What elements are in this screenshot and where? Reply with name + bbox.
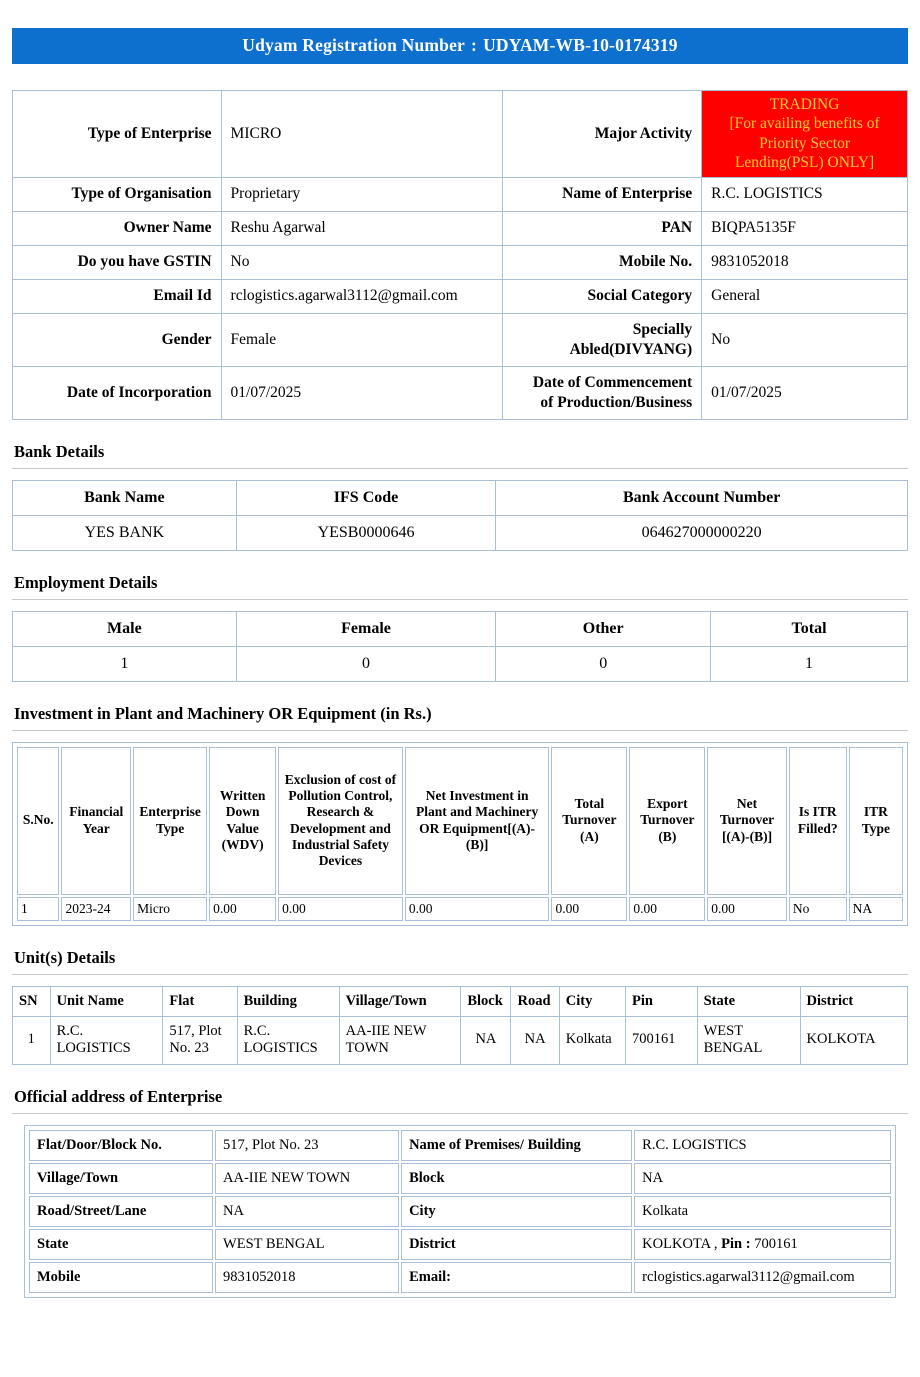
- table-row: [13, 366, 908, 419]
- official-address-heading: Official address of Enterprise: [14, 1086, 223, 1106]
- column-header-total-turnover: Total Turnover (A): [551, 747, 627, 895]
- table-row: [13, 313, 908, 366]
- bank-details-table: [12, 480, 908, 551]
- value-block: NA: [634, 1163, 891, 1194]
- column-header-written-down-value: Written Down Value (WDV): [209, 747, 276, 895]
- major-activity-line-1: TRADING: [769, 96, 840, 113]
- column-header-itr-type: ITR Type: [849, 747, 903, 895]
- value-name-of-enterprise: R.C. LOGISTICS: [702, 177, 908, 211]
- value-flat: 517, Plot No. 23: [163, 1016, 237, 1064]
- column-header-sno: S.No.: [17, 747, 59, 895]
- label-block: Block: [401, 1163, 632, 1194]
- value-male: 1: [13, 646, 237, 681]
- column-header-block: Block: [461, 986, 511, 1016]
- value-city: Kolkata: [559, 1016, 625, 1064]
- banner-separator: :: [471, 35, 478, 55]
- value-sno: 1: [17, 897, 59, 921]
- official-address-wrapper: [12, 1125, 908, 1298]
- table-row: [17, 897, 903, 921]
- value-pin: 700161: [754, 1235, 798, 1252]
- label-pan: PAN: [503, 211, 702, 245]
- table-row: [13, 646, 908, 681]
- table-row: [13, 211, 908, 245]
- banner-title: Udyam Registration Number: [242, 35, 466, 55]
- employment-details-table: [12, 611, 908, 682]
- table-row: [13, 1016, 908, 1064]
- label-gstin: Do you have GSTIN: [13, 245, 222, 279]
- label-road-street-lane: Road/Street/Lane: [29, 1196, 213, 1227]
- label-major-activity: Major Activity: [503, 91, 702, 178]
- label-social-category: Social Category: [503, 279, 702, 313]
- district-name: KOLKOTA ,: [642, 1235, 718, 1252]
- official-address-table: [24, 1125, 896, 1298]
- value-bank-account-number: 064627000000220: [496, 515, 908, 550]
- value-sn: 1: [13, 1016, 51, 1064]
- value-district: KOLKOTA: [800, 1016, 907, 1064]
- column-header-bank-account-number: Bank Account Number: [496, 480, 908, 515]
- column-header-financial-year: Financial Year: [61, 747, 131, 895]
- table-row: [13, 177, 908, 211]
- value-net-turnover: 0.00: [707, 897, 787, 921]
- table-row: [29, 1163, 891, 1194]
- value-name-of-premises: R.C. LOGISTICS: [634, 1130, 891, 1161]
- value-type-of-enterprise: MICRO: [221, 91, 503, 178]
- value-is-itr-filled: No: [789, 897, 847, 921]
- value-social-category: General: [702, 279, 908, 313]
- banner-registration-number: UDYAM-WB-10-0174319: [483, 35, 678, 55]
- table-header-row: [13, 611, 908, 646]
- label-email-id: Email Id: [13, 279, 222, 313]
- label-specially-abled: [503, 313, 702, 366]
- value-total-turnover: 0.00: [551, 897, 627, 921]
- value-state: WEST BENGAL: [215, 1229, 399, 1260]
- enterprise-details-table: [12, 90, 908, 420]
- column-header-export-turnover: Export Turnover (B): [629, 747, 705, 895]
- value-email-id: rclogistics.agarwal3112@gmail.com: [221, 279, 503, 313]
- value-type-of-organisation: Proprietary: [221, 177, 503, 211]
- unit-details-table: [12, 986, 908, 1065]
- section-divider: [12, 730, 908, 731]
- section-divider: [12, 974, 908, 975]
- column-header-ifs-code: IFS Code: [236, 480, 496, 515]
- value-gender: Female: [221, 313, 503, 366]
- value-mobile: 9831052018: [215, 1262, 399, 1293]
- value-female: 0: [236, 646, 496, 681]
- value-state: WEST BENGAL: [697, 1016, 800, 1064]
- value-itr-type: NA: [849, 897, 903, 921]
- value-exclusion-of-cost: 0.00: [278, 897, 403, 921]
- specially-abled-line-1: Specially: [632, 321, 693, 339]
- column-header-exclusion-of-cost: Exclusion of cost of Pollution Control, Research & Development and Industrial Safety Devices: [278, 747, 403, 895]
- label-date-of-commencement: [503, 366, 702, 419]
- column-header-bank-name: Bank Name: [13, 480, 237, 515]
- label-mobile-no: Mobile No.: [503, 245, 702, 279]
- date-of-commencement-line-1: Date of Commencement: [532, 374, 693, 392]
- certificate-page: [0, 28, 920, 1298]
- value-date-of-commencement: 01/07/2025: [702, 366, 908, 419]
- value-bank-name: YES BANK: [13, 515, 237, 550]
- label-state: State: [29, 1229, 213, 1260]
- major-activity-line-2: [For availing benefits of: [729, 115, 880, 133]
- label-type-of-enterprise: Type of Enterprise: [13, 91, 222, 178]
- table-header-row: [13, 480, 908, 515]
- bank-details-heading: Bank Details: [14, 441, 105, 461]
- value-net-investment: 0.00: [405, 897, 550, 921]
- column-header-net-investment: Net Investment in Plant and Machinery OR Equipment[(A)-(B)]: [405, 747, 550, 895]
- label-flat-door-block: Flat/Door/Block No.: [29, 1130, 213, 1161]
- value-village-town: AA-IIE NEW TOWN: [215, 1163, 399, 1194]
- value-ifs-code: YESB0000646: [236, 515, 496, 550]
- value-major-activity: [702, 91, 908, 178]
- label-name-of-premises: Name of Premises/ Building: [401, 1130, 632, 1161]
- date-of-commencement-line-2: of Production/Business: [540, 393, 693, 411]
- value-enterprise-type: Micro: [133, 897, 207, 921]
- label-pin: Pin :: [721, 1235, 751, 1252]
- value-specially-abled: No: [702, 313, 908, 366]
- value-gstin: No: [221, 245, 503, 279]
- table-row: [13, 515, 908, 550]
- label-email: Email:: [401, 1262, 632, 1293]
- value-district: [634, 1229, 891, 1260]
- value-written-down-value: 0.00: [209, 897, 276, 921]
- column-header-pin: Pin: [626, 986, 698, 1016]
- value-email: rclogistics.agarwal3112@gmail.com: [634, 1262, 891, 1293]
- table-row: [29, 1262, 891, 1293]
- column-header-is-itr-filled: Is ITR Filled?: [789, 747, 847, 895]
- label-mobile: Mobile: [29, 1262, 213, 1293]
- table-row: [13, 91, 908, 178]
- value-other: 0: [496, 646, 711, 681]
- value-total: 1: [711, 646, 908, 681]
- column-header-flat: Flat: [163, 986, 237, 1016]
- label-name-of-enterprise: Name of Enterprise: [503, 177, 702, 211]
- value-city: Kolkata: [634, 1196, 891, 1227]
- column-header-male: Male: [13, 611, 237, 646]
- udyam-registration-banner: [12, 28, 908, 64]
- label-type-of-organisation: Type of Organisation: [13, 177, 222, 211]
- table-row: [13, 279, 908, 313]
- column-header-enterprise-type: Enterprise Type: [133, 747, 207, 895]
- value-mobile-no: 9831052018: [702, 245, 908, 279]
- column-header-female: Female: [236, 611, 496, 646]
- unit-details-heading: Unit(s) Details: [14, 947, 116, 967]
- value-financial-year: 2023-24: [61, 897, 131, 921]
- label-city: City: [401, 1196, 632, 1227]
- column-header-sn: SN: [13, 986, 51, 1016]
- table-row: [29, 1229, 891, 1260]
- value-pin: 700161: [626, 1016, 698, 1064]
- value-flat-door-block: 517, Plot No. 23: [215, 1130, 399, 1161]
- column-header-total: Total: [711, 611, 908, 646]
- employment-details-heading: Employment Details: [14, 572, 158, 592]
- label-village-town: Village/Town: [29, 1163, 213, 1194]
- column-header-unit-name: Unit Name: [50, 986, 163, 1016]
- column-header-village-town: Village/Town: [339, 986, 461, 1016]
- section-divider: [12, 468, 908, 469]
- table-row: [29, 1196, 891, 1227]
- column-header-building: Building: [237, 986, 339, 1016]
- label-date-of-incorporation: Date of Incorporation: [13, 366, 222, 419]
- value-road-street-lane: NA: [215, 1196, 399, 1227]
- column-header-other: Other: [496, 611, 711, 646]
- major-activity-line-4: Lending(PSL) ONLY]: [734, 154, 875, 172]
- specially-abled-line-2: Abled(DIVYANG): [569, 340, 693, 358]
- label-gender: Gender: [13, 313, 222, 366]
- value-export-turnover: 0.00: [629, 897, 705, 921]
- table-header-row: [13, 986, 908, 1016]
- table-row: [29, 1130, 891, 1161]
- investment-details-heading: Investment in Plant and Machinery OR Equipment (in Rs.): [14, 703, 432, 723]
- section-divider: [12, 1113, 908, 1114]
- value-road: NA: [511, 1016, 559, 1064]
- value-block: NA: [461, 1016, 511, 1064]
- label-district: District: [401, 1229, 632, 1260]
- value-date-of-incorporation: 01/07/2025: [221, 366, 503, 419]
- column-header-net-turnover: Net Turnover [(A)-(B)]: [707, 747, 787, 895]
- label-owner-name: Owner Name: [13, 211, 222, 245]
- table-row: [13, 245, 908, 279]
- column-header-city: City: [559, 986, 625, 1016]
- value-unit-name: R.C. LOGISTICS: [50, 1016, 163, 1064]
- value-village-town: AA-IIE NEW TOWN: [339, 1016, 461, 1064]
- section-divider: [12, 599, 908, 600]
- column-header-state: State: [697, 986, 800, 1016]
- investment-details-table: [12, 742, 908, 926]
- table-header-row: [17, 747, 903, 895]
- value-building: R.C. LOGISTICS: [237, 1016, 339, 1064]
- value-pan: BIQPA5135F: [702, 211, 908, 245]
- column-header-road: Road: [511, 986, 559, 1016]
- value-owner-name: Reshu Agarwal: [221, 211, 503, 245]
- column-header-district: District: [800, 986, 907, 1016]
- major-activity-line-3: Priority Sector: [759, 134, 850, 152]
